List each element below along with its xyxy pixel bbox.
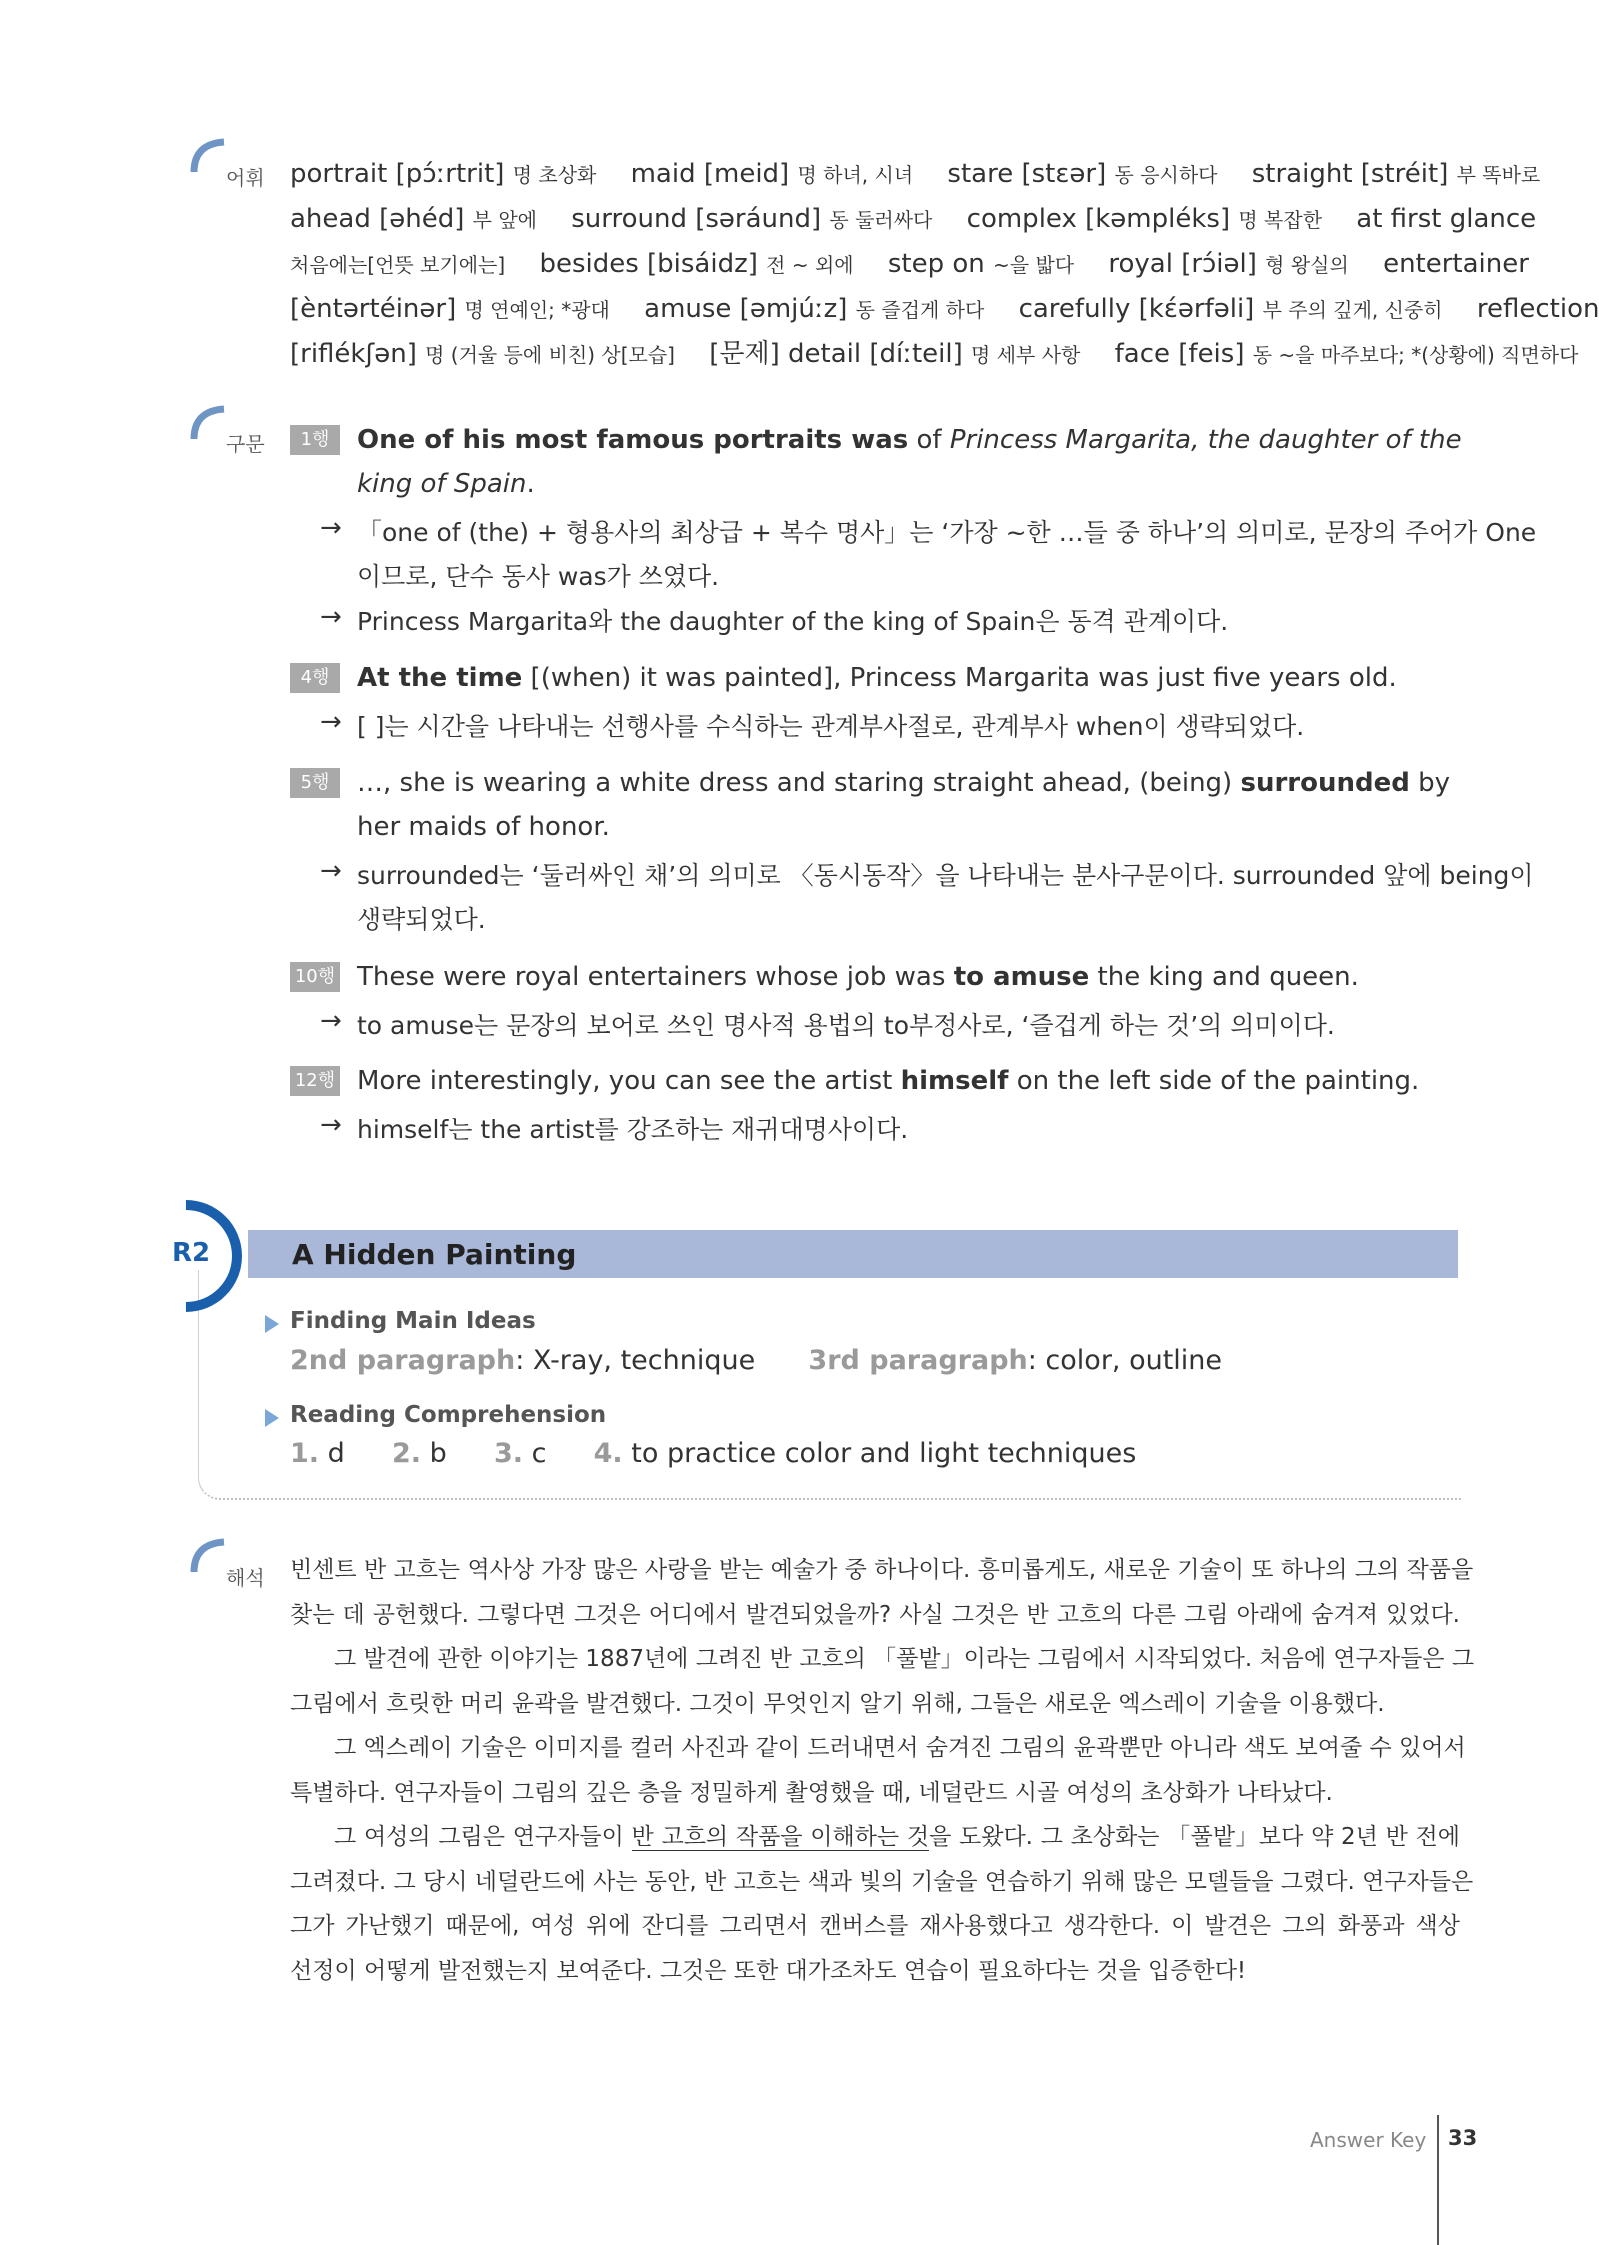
translation-line: 찾는 데 공헌했다. 그렇다면 그것은 어디에서 발견되었을까? 사실 그것은 반 고흐의 다른 그림 아래에 숨겨져 있었다. bbox=[290, 1601, 1460, 1628]
footer-label: Answer Key bbox=[1310, 2128, 1427, 2152]
vocab-line-3: 처음에는[언뜻 보기에는] besides [bisáidz] 전 ~ 외에 step on ~을 밟다 royal [rɔ́iəl] 형 왕실의 entertainer bbox=[290, 249, 1529, 279]
syntax-note: [ ]는 시간을 나타내는 선행사를 수식하는 관계부사절로, 관계부사 when이 생략되었다. bbox=[357, 712, 1305, 741]
translation-line: 그 여성의 그림은 연구자들이 반 고흐의 작품을 이해하는 것을 도왔다. 그 초상화는 「풀밭」보다 약 2년 반 전에 bbox=[334, 1824, 1460, 1850]
translation-text bbox=[290, 1548, 1475, 1993]
line-badge: 5행 bbox=[290, 768, 340, 798]
syntax-note: surrounded는 ‘둘러싸인 채’의 의미로 〈동시동작〉을 나타내는 분사구문이다. surrounded 앞에 being이 bbox=[357, 861, 1534, 890]
translation-line: 그가 가난했기 때문에, 여성 위에 잔디를 그리면서 캔버스를 재사용했다고 생각한다. 이 발견은 그의 화풍과 색상 bbox=[290, 1913, 1460, 1939]
syntax-sentence-cont: her maids of honor. bbox=[357, 812, 610, 842]
translation-line: 그 엑스레이 기술은 이미지를 컬러 사진과 같이 드러내면서 숨겨진 그림의 윤곽뿐만 아니라 색도 보여줄 수 있어서 bbox=[334, 1735, 1466, 1761]
vocab-line-5: [riflékʃən] 명 (거울 등에 비친) 상[모습] [문제] detail [díːteil] 명 세부 사항 face [feis] 동 ~을 마주보다; *(상황에) 직면하다 bbox=[290, 339, 1579, 369]
reading-comprehension-heading: Reading Comprehension bbox=[290, 1402, 607, 1428]
page-number: 33 bbox=[1448, 2126, 1478, 2150]
main-ideas-answers: 2nd paragraph: X-ray, technique 3rd paragraph: color, outline bbox=[290, 1345, 1223, 1376]
translation-line: 그려졌다. 그 당시 네덜란드에 사는 동안, 반 고흐는 색과 빛의 기술을 연습하기 위해 많은 모델들을 그렸다. 연구자들은 bbox=[290, 1868, 1474, 1895]
syntax-sentence: At the time [(when) it was painted], Princess Margarita was just five years old. bbox=[357, 663, 1397, 693]
arrow-icon: → bbox=[320, 856, 342, 886]
line-badge: 10행 bbox=[290, 962, 340, 992]
syntax-note: 생략되었다. bbox=[357, 905, 486, 934]
section-mark-icon bbox=[190, 405, 226, 441]
comprehension-answers: 1. d 2. b 3. c 4. to practice color and light techniques bbox=[290, 1438, 1137, 1469]
syntax-note: himself는 the artist를 강조하는 재귀대명사이다. bbox=[357, 1115, 909, 1144]
translation-label: 해석 bbox=[226, 1566, 265, 1590]
vocab-list bbox=[290, 152, 1599, 377]
translation-line: 선정이 어떻게 발전했는지 보여준다. 그것은 또한 대가조차도 연습이 필요하다는 것을 입증한다! bbox=[290, 1957, 1247, 1984]
r2-title: A Hidden Painting bbox=[292, 1238, 577, 1271]
syntax-sentence: These were royal entertainers whose job was to amuse the king and queen. bbox=[357, 962, 1359, 992]
translation-line: 빈센트 반 고흐는 역사상 가장 많은 사랑을 받는 예술가 중 하나이다. 흥미롭게도, 새로운 기술이 또 하나의 그의 작품을 bbox=[290, 1557, 1474, 1583]
triangle-bullet-icon bbox=[265, 1409, 279, 1427]
vocab-line-4: [èntərtéinər] 명 연예인; *광대 amuse [əmjúːz] 동 즐겁게 하다 carefully [kɛ́ərfəli] 부 주의 깊게, 신중히 reflection bbox=[290, 294, 1599, 324]
syntax-label: 구문 bbox=[226, 432, 265, 456]
underlined-phrase: 반 고흐의 작품을 이해하는 것 bbox=[631, 1824, 930, 1850]
syntax-note: 「one of (the) + 형용사의 최상급 + 복수 명사」는 ‘가장 ~한 …들 중 하나’의 의미로, 문장의 주어가 One bbox=[357, 518, 1537, 547]
footer-rule bbox=[1437, 2115, 1439, 2245]
r2-label: R2 bbox=[172, 1238, 211, 1268]
arrow-icon: → bbox=[320, 707, 342, 737]
triangle-bullet-icon bbox=[265, 1315, 279, 1333]
arrow-icon: → bbox=[320, 602, 342, 632]
syntax-sentence-cont: king of Spain. bbox=[357, 469, 535, 499]
syntax-note: to amuse는 문장의 보어로 쓰인 명사적 용법의 to부정사로, ‘즐겁게 하는 것’의 의미이다. bbox=[357, 1011, 1335, 1040]
translation-line: 그 발견에 관한 이야기는 1887년에 그려진 반 고흐의 「풀밭」이라는 그림에서 시작되었다. 처음에 연구자들은 그 bbox=[334, 1646, 1475, 1672]
finding-main-ideas-heading: Finding Main Ideas bbox=[290, 1308, 536, 1334]
line-badge: 1행 bbox=[290, 425, 340, 455]
arrow-icon: → bbox=[320, 1110, 342, 1140]
syntax-sentence: One of his most famous portraits was of Princess Margarita, the daughter of the bbox=[357, 425, 1462, 455]
translation-line: 그림에서 흐릿한 머리 윤곽을 발견했다. 그것이 무엇인지 알기 위해, 그들은 새로운 엑스레이 기술을 이용했다. bbox=[290, 1690, 1385, 1717]
arrow-icon: → bbox=[320, 1006, 342, 1036]
section-mark-icon bbox=[190, 1538, 226, 1574]
syntax-sentence: More interestingly, you can see the artist himself on the left side of the painting. bbox=[357, 1066, 1420, 1096]
line-badge: 12행 bbox=[290, 1066, 340, 1096]
translation-line: 특별하다. 연구자들이 그림의 깊은 층을 정밀하게 촬영했을 때, 네덜란드 시골 여성의 초상화가 나타났다. bbox=[290, 1779, 1333, 1806]
section-mark-icon bbox=[190, 138, 226, 174]
line-badge: 4행 bbox=[290, 663, 340, 693]
vocab-line-1: portrait [pɔ́ːrtrit] 명 초상화 maid [meid] 명 하녀, 시녀 stare [stɛər] 동 응시하다 straight [stréit] 부 똑바로 bbox=[290, 159, 1541, 189]
vocab-label: 어휘 bbox=[226, 166, 265, 190]
arrow-icon: → bbox=[320, 513, 342, 543]
syntax-note: Princess Margarita와 the daughter of the king of Spain은 동격 관계이다. bbox=[357, 607, 1229, 636]
syntax-note: 이므로, 단수 동사 was가 쓰였다. bbox=[357, 562, 720, 591]
vocab-line-2: ahead [əhéd] 부 앞에 surround [səráund] 동 둘러싸다 complex [kəmpléks] 명 복잡한 at first glance bbox=[290, 204, 1537, 234]
syntax-sentence: …, she is wearing a white dress and staring straight ahead, (being) surrounded by bbox=[357, 768, 1450, 798]
